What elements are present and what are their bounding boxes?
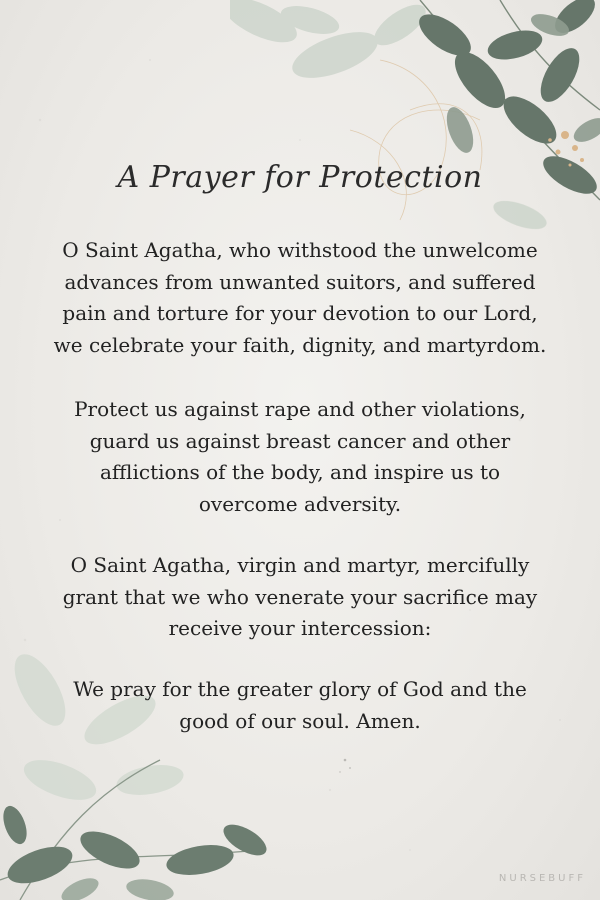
- brand-watermark: NURSEBUFF: [498, 873, 586, 884]
- prayer-paragraph-1: [40, 235, 560, 361]
- prayer-paragraph-2: [40, 394, 560, 520]
- prayer-line: pain and torture for your devotion to our Lord,: [62, 301, 538, 325]
- prayer-title: A Prayer for Protection: [117, 160, 483, 195]
- eucalyptus-decoration-top: [230, 0, 600, 260]
- prayer-line: advances from unwanted suitors, and suffered: [64, 269, 536, 294]
- prayer-line: receive your intercession:: [168, 616, 432, 640]
- prayer-line: O Saint Agatha, who withstood the unwelcome: [62, 238, 538, 262]
- prayer-line: overcome adversity.: [198, 491, 402, 516]
- prayer-line: Protect us against rape and other violations,: [74, 397, 526, 421]
- prayer-paragraph-3: [40, 550, 560, 645]
- prayer-line: grant that we who venerate your sacrifice may: [62, 584, 538, 609]
- prayer-line: good of our soul. Amen.: [179, 708, 421, 733]
- prayer-line: afflictions of the body, and inspire us to: [99, 460, 501, 484]
- prayer-paragraph-4: [40, 674, 560, 737]
- prayer-line: O Saint Agatha, virgin and martyr, mercifully: [70, 553, 530, 577]
- prayer-line: We pray for the greater glory of God and the: [73, 677, 527, 701]
- prayer-line: guard us against breast cancer and other: [89, 428, 511, 453]
- prayer-line: we celebrate your faith, dignity, and martyrdom.: [53, 332, 547, 357]
